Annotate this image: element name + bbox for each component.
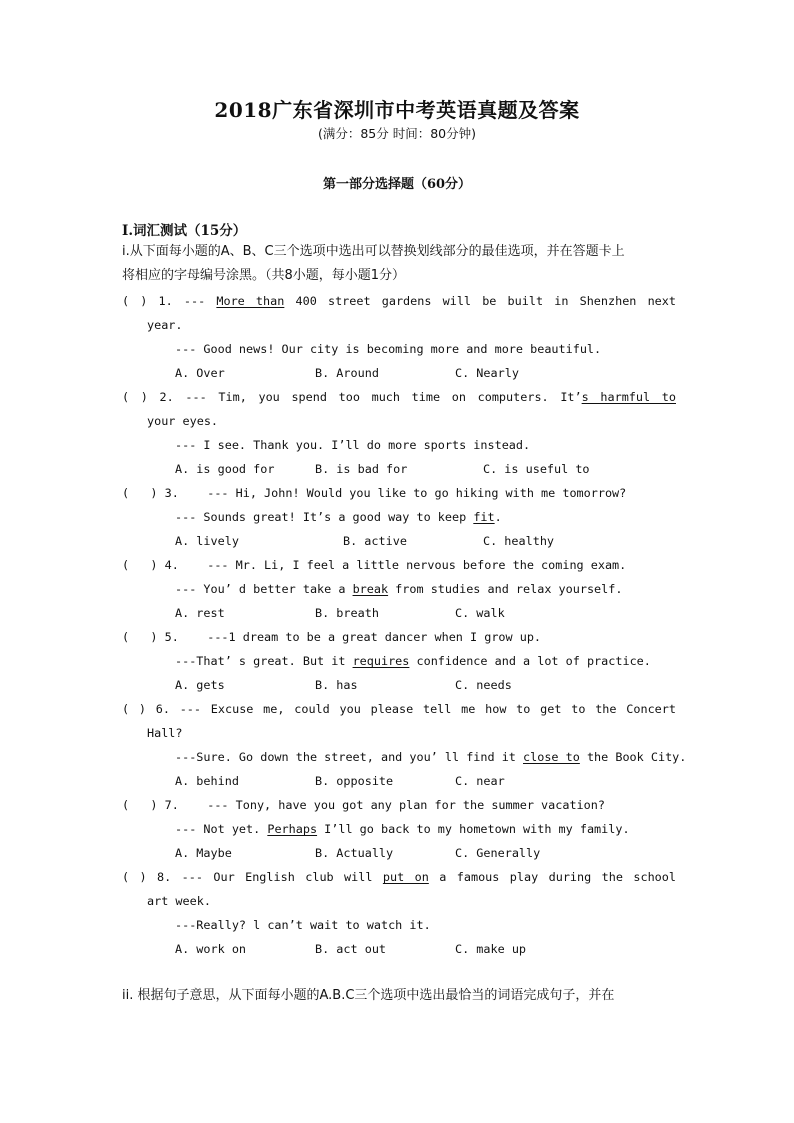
question-7: ( ) 7. --- Tony, have you got any plan for the summer vacation? — [122, 798, 605, 812]
underlined-phrase: put on — [382, 870, 429, 884]
question-2-cont: your eyes. — [147, 414, 219, 428]
option-a[interactable]: A. is good for — [175, 462, 275, 476]
question-1: ( ) 1. --- More than 400 street gardens will be built in Shenzhen next — [122, 294, 676, 308]
exam-info: (满分：85分 时间：80分钟) — [317, 126, 477, 141]
question-4: ( ) 4. --- Mr. Li, I feel a little nervous before the coming exam. — [122, 558, 627, 572]
part-heading: 第一部分选择题（60分） — [322, 177, 472, 192]
underlined-word: break — [352, 582, 389, 596]
underlined-word: requires — [352, 654, 410, 668]
underlined-phrase: close to — [523, 750, 580, 764]
option-c[interactable]: C. Nearly — [455, 366, 519, 380]
option-c[interactable]: C. needs — [455, 678, 512, 692]
question-8-cont: art week. — [147, 894, 211, 908]
option-b[interactable]: B. has — [315, 678, 358, 692]
question-5: ( ) 5. ---1 dream to be a great dancer when I grow up. — [122, 630, 542, 644]
option-a[interactable]: A. Over — [175, 366, 225, 380]
question-6-cont: Hall? — [147, 726, 183, 740]
option-a[interactable]: A. behind — [175, 774, 239, 788]
option-b[interactable]: B. Actually — [315, 846, 394, 860]
question-2-reply: --- I see. Thank you. I’ll do more sports instead. — [175, 438, 531, 452]
option-c[interactable]: C. is useful to — [483, 462, 590, 476]
option-c[interactable]: C. Generally — [455, 846, 541, 860]
question-2: ( ) 2. --- Tim, you spend too much time on computers. It’s harmful to — [122, 390, 676, 404]
question-6: ( ) 6. --- Excuse me, could you please tell me how to get to the Concert — [122, 702, 676, 716]
instruction-line-1: i.从下面每小题的A、B、C三个选项中选出可以替换划线部分的最佳选项，并在答题卡上 — [122, 244, 625, 259]
option-a[interactable]: A. gets — [175, 678, 225, 692]
underlined-word: fit — [473, 510, 495, 524]
option-c[interactable]: C. healthy — [483, 534, 555, 548]
option-b[interactable]: B. breath — [315, 606, 379, 620]
option-a[interactable]: A. work on — [175, 942, 247, 956]
page-title: 2018广东省深圳市中考英语真题及答案 — [214, 98, 580, 122]
question-1-cont: year. — [147, 318, 183, 332]
option-c[interactable]: C. near — [455, 774, 505, 788]
question-4-reply: --- You’ d better take a break from studies and relax yourself. — [175, 582, 623, 596]
question-8-reply: ---Really? l can’t wait to watch it. — [175, 918, 431, 932]
question-3-reply: --- Sounds great! It’s a good way to keep fit. — [175, 510, 502, 524]
option-b[interactable]: B. is bad for — [315, 462, 408, 476]
question-3: ( ) 3. --- Hi, John! Would you like to go hiking with me tomorrow? — [122, 486, 627, 500]
instruction-line-2: 将相应的字母编号涂黑。（共8小题，每小题1分） — [122, 268, 406, 283]
option-b[interactable]: B. Around — [315, 366, 379, 380]
option-b[interactable]: B. opposite — [315, 774, 394, 788]
question-8: ( ) 8. --- Our English club will put on a famous play during the school — [122, 870, 676, 884]
underlined-word: Perhaps — [267, 822, 318, 836]
section-heading: I.词汇测试（15分） — [122, 223, 247, 239]
underlined-phrase: More than — [216, 294, 285, 308]
option-b[interactable]: B. active — [343, 534, 407, 548]
option-a[interactable]: A. rest — [175, 606, 225, 620]
option-c[interactable]: C. walk — [455, 606, 505, 620]
question-1-reply: --- Good news! Our city is becoming more and more beautiful. — [175, 342, 602, 356]
question-6-reply: ---Sure. Go down the street, and you’ ll find it close to the Book City. — [175, 750, 687, 764]
underlined-phrase: s harmful to — [581, 390, 676, 404]
option-a[interactable]: A. lively — [175, 534, 239, 548]
option-a[interactable]: A. Maybe — [175, 846, 232, 860]
question-5-reply: ---That’ s great. But it requires confidence and a lot of practice. — [175, 654, 651, 668]
option-c[interactable]: C. make up — [455, 942, 527, 956]
section-ii-instruction: ii. 根据句子意思，从下面每小题的A.B.C三个选项中选出最恰当的词语完成句子，并在 — [122, 988, 615, 1003]
option-b[interactable]: B. act out — [315, 942, 387, 956]
question-7-reply: --- Not yet. Perhaps I’ll go back to my hometown with my family. — [175, 822, 630, 836]
